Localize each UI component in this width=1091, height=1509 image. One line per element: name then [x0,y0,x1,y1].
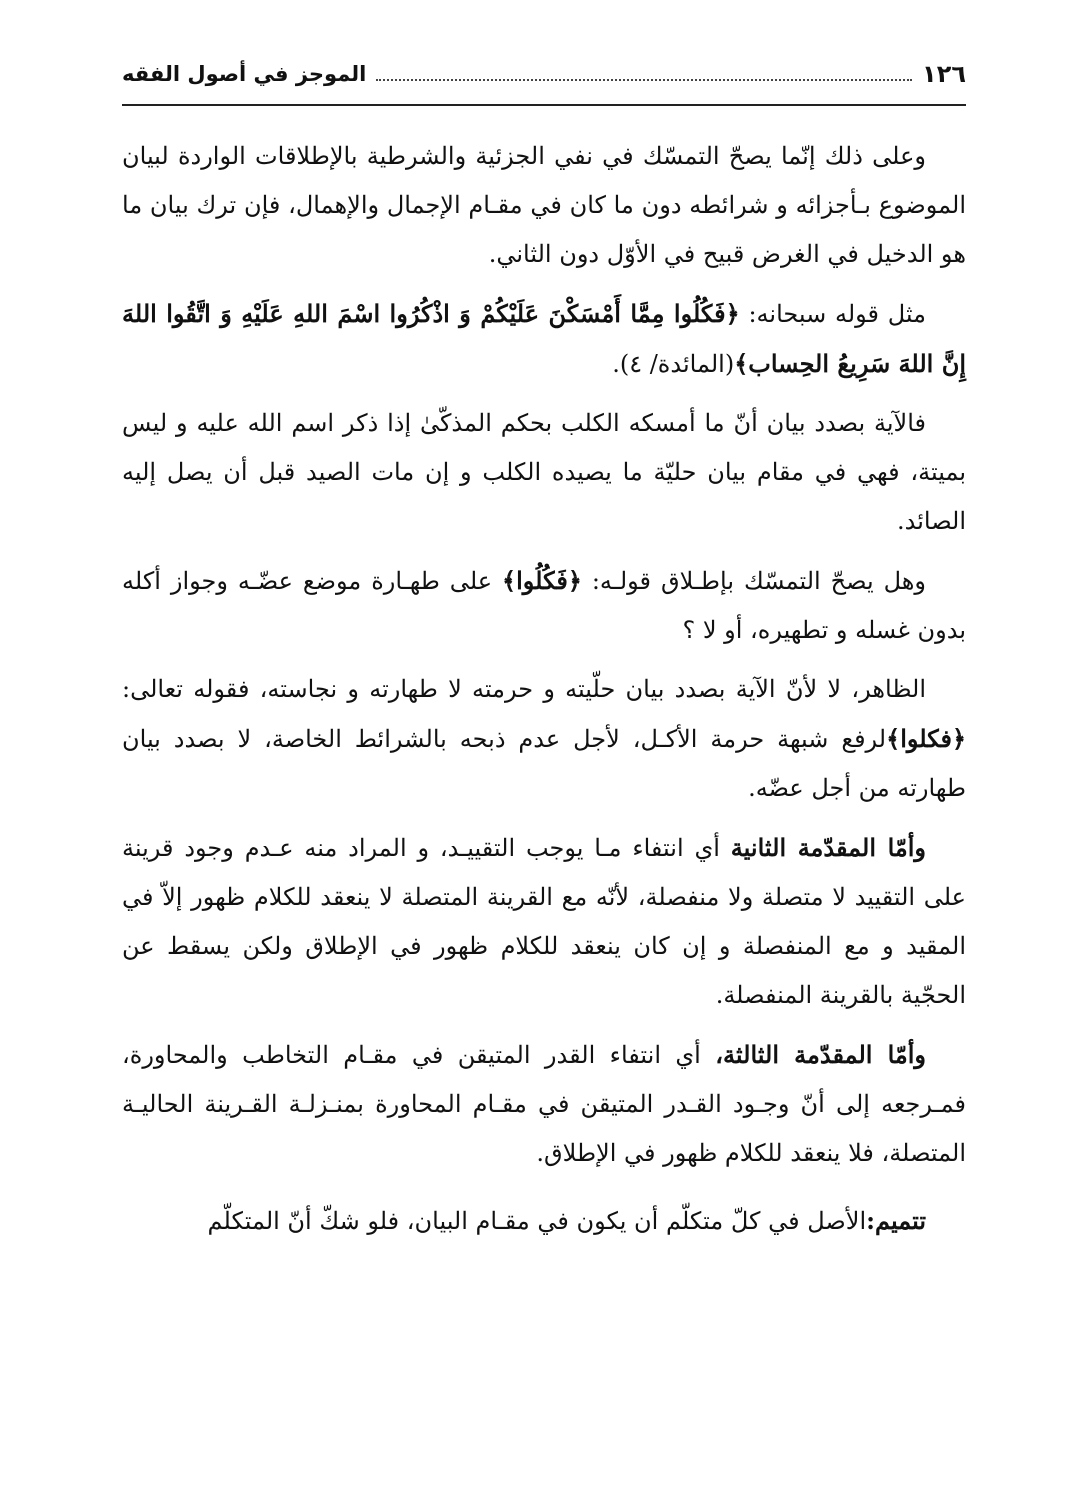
page-number: ١٢٦ [922,60,966,88]
quran-close-bracket: ﴾ [502,566,517,595]
second-premise-heading: وأمّا المقدّمة الثانية [730,833,927,862]
paragraph-4-before: وهل يصحّ التمسّك بإطـلاق قولـه: [581,567,926,595]
paragraph-3: فالآية بصدد بيان أنّ ما أمسكه الكلب بحكم المذكّىٰ إذا ذكر اسم الله عليه و ليس بميتة، فهي في مقام بيان حليّة ما يصيده الكلب و إن مات الصيد قبل أن يصل إليه الصائد. [122,409,966,535]
paragraph-8 [122,1196,966,1246]
quran-open-bracket: ﴿ [725,299,740,328]
paragraph-6-text: أي انتفاء مـا يوجب التقييـد، و المراد منه عـدم وجود قرينة على التقييد لا متصلة ولا منفصلة، لأنّه مع القرينة المتصلة لا ينعقد للكلام ظهور إلاّ في المقيد و مع المنفصلة و إن كان ينعقد للكلام ظهور في الإطلاق ولكن يسقط عن الحجّية بالقرينة المنفصلة. [122,834,966,1009]
header-dotted-leader [376,79,912,81]
paragraph-7-text: أي انتفاء القدر المتيقن في مقـام التخاطب والمحاورة، فمـرجعه إلى أنّ وجـود القـدر المتيقن في مقـام المحاورة بمنـزلـة القـرينة الحاليـة المتصلة، فلا ينعقد للكلام ظهور في الإطلاق. [122,1041,966,1167]
paragraph-2-intro: مثل قوله سبحانه: [739,300,927,328]
running-header [122,52,966,96]
paragraph-5 [122,665,966,813]
paragraph-2 [122,289,966,389]
quran-verse: فَكُلُوا مِمَّا أَمْسَكْنَ عَلَيْكُمْ وَ اذْكُرُوا اسْمَ اللهِ عَلَيْهِ وَ اتَّقُوا اللهَ إِنَّ اللهَ سَرِيعُ الحِساب [122,299,966,378]
quran-close-bracket: ﴾ [734,349,749,378]
paragraph-1: وعلى ذلك إنّما يصحّ التمسّك في نفي الجزئية والشرطية بالإطلاقات الواردة لبيان الموضوع بـأجزائه و شرائطه دون ما كان في مقـام الإجمال والإهمال، فإن ترك بيان ما هو الدخيل في الغرض قبيح في الأوّل دون الثاني. [122,142,966,268]
paragraph-5-before: الظاهر، لا لأنّ الآية بصدد بيان حلّيته و حرمته لا طهارته و نجاسته، فقوله تعالى: [122,675,926,703]
quran-open-bracket: ﴿ [567,566,582,595]
paragraph-4 [122,556,966,655]
paragraph-7 [122,1030,966,1178]
page-body [122,132,966,1256]
paragraph-6 [122,823,966,1020]
quran-close-bracket: ﴾ [886,724,901,753]
paragraph-4-after: على طهـارة موضع عضّـه وجواز أكله بدون غسله و تطهيره، أو لا ؟ [122,567,966,644]
paragraph-8-text: الأصل في كلّ متكلّم أن يكون في مقـام البيان، فلو شكّ أنّ المتكلّم [207,1207,867,1235]
book-title: الموجز في أصول الفقه [122,62,367,86]
verse-reference: (المائدة/ ٤). [612,350,735,378]
quran-word: فَكُلُوا [516,566,568,595]
header-rule [122,104,966,106]
quran-open-bracket: ﴿ [951,724,966,753]
quran-word: فكلوا [900,724,952,753]
supplement-heading: تتميم: [866,1206,926,1235]
paragraph-5-after: لرفع شبهة حرمة الأكـل، لأجل عدم ذبحه بالشرائط الخاصة، لا بصدد بيان طهارته من أجل عضّه. [122,725,966,802]
third-premise-heading: وأمّا المقدّمة الثالثة، [715,1040,927,1069]
